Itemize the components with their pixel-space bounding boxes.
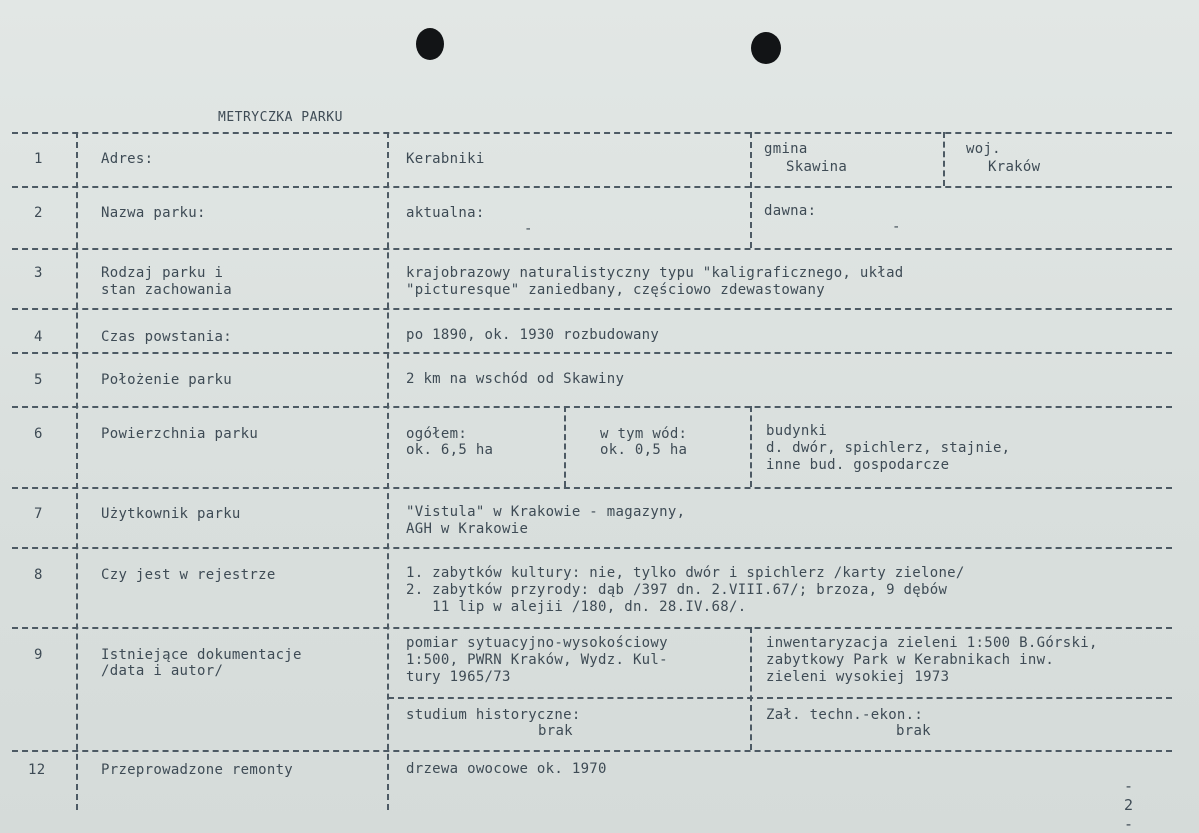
table-rule (943, 132, 945, 186)
table-rule (12, 248, 1172, 250)
field-label: Adres: (101, 151, 154, 167)
field-value: krajobrazowy naturalistyczny typu "kaligraficznego, układ (406, 265, 904, 281)
document-title: METRYCZKA PARKU (218, 110, 343, 125)
table-rule (12, 750, 1172, 752)
zal-value: brak (896, 723, 931, 739)
row-number: 12 (28, 762, 46, 778)
row-number: 4 (34, 329, 43, 345)
page-marker: - (1124, 815, 1134, 833)
field-value: tury 1965/73 (406, 669, 511, 685)
table-rule (12, 487, 1172, 489)
field-value: Kerabniki (406, 151, 485, 167)
table-rule (12, 308, 1172, 310)
field-value: AGH w Krakowie (406, 521, 529, 537)
row-number: 1 (34, 151, 43, 167)
studium-label: studium historyczne: (406, 707, 581, 723)
field-label: Położenie parku (101, 372, 232, 388)
table-rule (388, 697, 1172, 699)
woj-label: woj. (966, 141, 1001, 157)
page-marker: - (1124, 777, 1134, 795)
field-value: zabytkowy Park w Kerabnikach inw. (766, 652, 1055, 668)
field-value: pomiar sytuacyjno-wysokościowy (406, 635, 668, 651)
field-label: Czas powstania: (101, 329, 232, 345)
ogolem-value: ok. 6,5 ha (406, 442, 494, 458)
field-value: po 1890, ok. 1930 rozbudowany (406, 327, 660, 343)
field-label: stan zachowania (101, 282, 232, 298)
field-label: Przeprowadzone remonty (101, 762, 294, 778)
row-number: 2 (34, 205, 43, 221)
table-rule (12, 406, 1172, 408)
field-value: drzewa owocowe ok. 1970 (406, 761, 607, 777)
table-rule (750, 406, 752, 487)
row-number: 7 (34, 506, 43, 522)
field-value: "Vistula" w Krakowie - magazyny, (406, 504, 686, 520)
studium-value: brak (538, 723, 573, 739)
table-rule (12, 352, 1172, 354)
row-number: 3 (34, 265, 43, 281)
ogolem-label: ogółem: (406, 426, 468, 442)
field-label: Istniejące dokumentacje (101, 647, 302, 663)
row-number: 9 (34, 647, 43, 663)
field-value: zieleni wysokiej 1973 (766, 669, 950, 685)
table-rule (12, 627, 1172, 629)
punch-hole (751, 32, 781, 64)
field-value: inwentaryzacja zieleni 1:500 B.Górski, (766, 635, 1098, 651)
field-label: Rodzaj parku i (101, 265, 224, 281)
field-value: "picturesque" zaniedbany, częściowo zdewastowany (406, 282, 825, 298)
gmina-value: Skawina (786, 159, 848, 175)
woj-value: Kraków (988, 159, 1041, 175)
budynki-value: d. dwór, spichlerz, stajnie, (766, 440, 1011, 456)
gmina-label: gmina (764, 141, 808, 157)
page-marker: 2 (1124, 796, 1134, 814)
dawna-value: - (892, 219, 901, 235)
field-value: 1:500, PWRN Kraków, Wydz. Kul- (406, 652, 668, 668)
table-rule (12, 132, 1172, 134)
field-label: Powierzchnia parku (101, 426, 259, 442)
field-value: 2. zabytków przyrody: dąb /397 dn. 2.VIII.67/; brzoza, 9 dębów (406, 582, 948, 598)
aktualna-label: aktualna: (406, 205, 485, 221)
row-number: 8 (34, 567, 43, 583)
dawna-label: dawna: (764, 203, 817, 219)
field-value: 2 km na wschód od Skawiny (406, 371, 625, 387)
budynki-label: budynki (766, 423, 828, 439)
field-value: 1. zabytków kultury: nie, tylko dwór i spichlerz /karty zielone/ (406, 565, 965, 581)
field-value: 11 lip w alejii /180, dn. 28.IV.68/. (406, 599, 747, 615)
table-rule (750, 132, 752, 248)
field-label: Użytkownik parku (101, 506, 241, 522)
woda-label: w tym wód: (600, 426, 688, 442)
punch-hole (416, 28, 444, 60)
table-rule (564, 406, 566, 487)
table-rule (12, 186, 1172, 188)
aktualna-value: - (524, 221, 533, 237)
field-label: Czy jest w rejestrze (101, 567, 276, 583)
row-number: 5 (34, 372, 43, 388)
zal-label: Zał. techn.-ekon.: (766, 707, 924, 723)
table-rule (750, 627, 752, 750)
woda-value: ok. 0,5 ha (600, 442, 688, 458)
row-number: 6 (34, 426, 43, 442)
field-label: Nazwa parku: (101, 205, 206, 221)
table-rule (76, 132, 78, 810)
table-rule (12, 547, 1172, 549)
table-rule (387, 132, 389, 810)
budynki-value: inne bud. gospodarcze (766, 457, 950, 473)
field-label: /data i autor/ (101, 663, 224, 679)
